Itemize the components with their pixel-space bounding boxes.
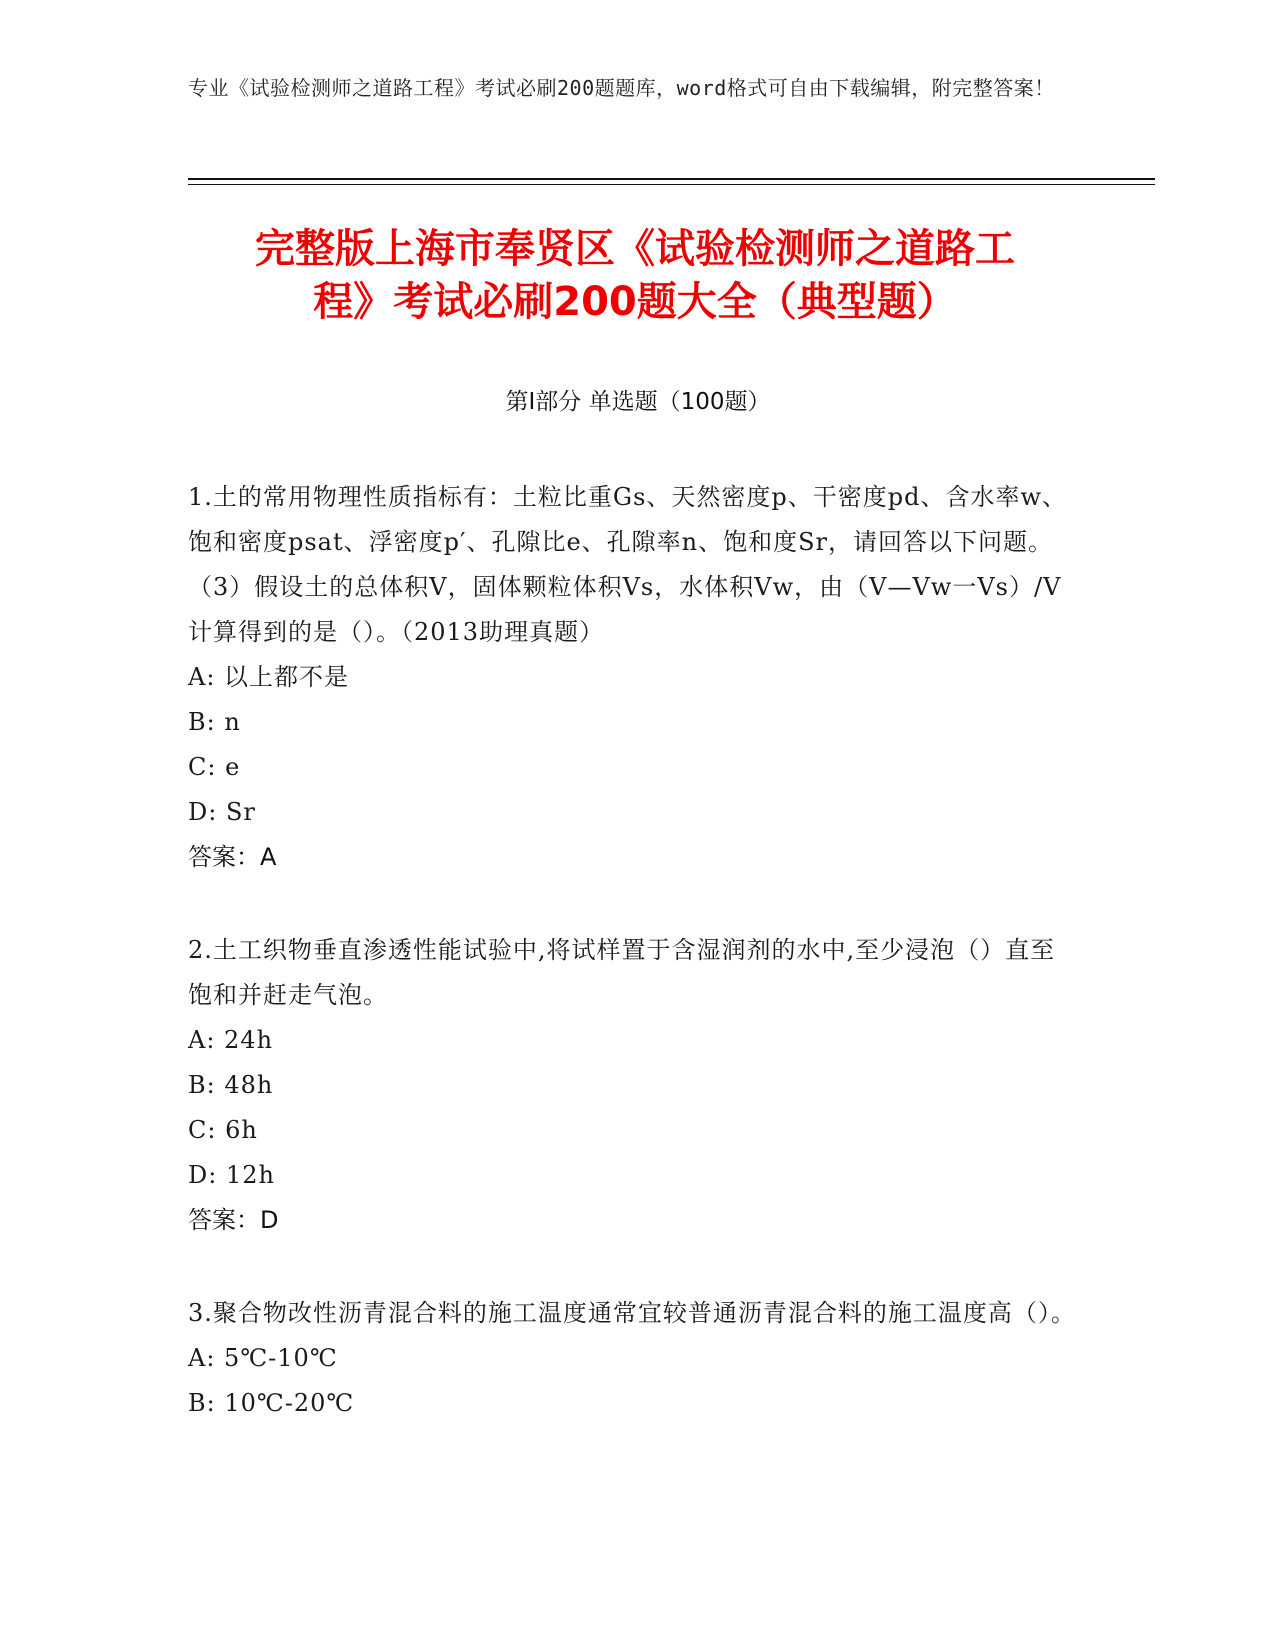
option-b: B: 10℃-20℃	[188, 1389, 355, 1417]
question-3	[188, 1291, 1078, 1426]
option-b: B: n	[188, 708, 241, 736]
title-line-2: 程》考试必刷200题大全（典型题）	[313, 279, 957, 325]
option-d: D: 12h	[188, 1161, 275, 1189]
question-stem: 1.土的常用物理性质指标有：土粒比重Gs、天然密度p、干密度pd、含水率w、饱和密度psat、浮密度p′、孔隙比e、孔隙率n、饱和度Sr，请回答以下问题。（3）假设土的总体积V，固体颗粒体积Vs，水体积Vw，由（V—Vw一Vs）/V计算得到的是（）。（2013助理真题）	[188, 483, 1068, 646]
option-a: A: 24h	[188, 1026, 274, 1054]
answer-line: 答案：D	[188, 1206, 279, 1234]
answer-line: 答案：A	[188, 843, 277, 871]
title-line-1: 完整版上海市奉贤区《试验检测师之道路工	[255, 226, 1015, 272]
option-a: A: 以上都不是	[188, 663, 350, 691]
header-rule-thin	[188, 184, 1155, 185]
question-2	[188, 928, 1078, 1243]
document-title	[190, 223, 1080, 329]
option-c: C: 6h	[188, 1116, 258, 1144]
option-b: B: 48h	[188, 1071, 274, 1099]
question-stem: 2.土工织物垂直渗透性能试验中,将试样置于含湿润剂的水中,至少浸泡（）直至饱和并赶走气泡。	[188, 936, 1056, 1009]
header-note: 专业《试验检测师之道路工程》考试必刷200题题库，word格式可自由下载编辑，附完整答案！	[188, 76, 1055, 100]
option-a: A: 5℃-10℃	[188, 1344, 338, 1372]
option-d: D: Sr	[188, 798, 256, 826]
header-rule-thick	[188, 178, 1155, 180]
question-list	[188, 475, 1078, 1474]
option-c: C: e	[188, 753, 241, 781]
section-heading: 第I部分 单选题（100题）	[505, 389, 771, 415]
question-stem: 3.聚合物改性沥青混合料的施工温度通常宜较普通沥青混合料的施工温度高（）。	[188, 1299, 1076, 1327]
question-1	[188, 475, 1078, 880]
